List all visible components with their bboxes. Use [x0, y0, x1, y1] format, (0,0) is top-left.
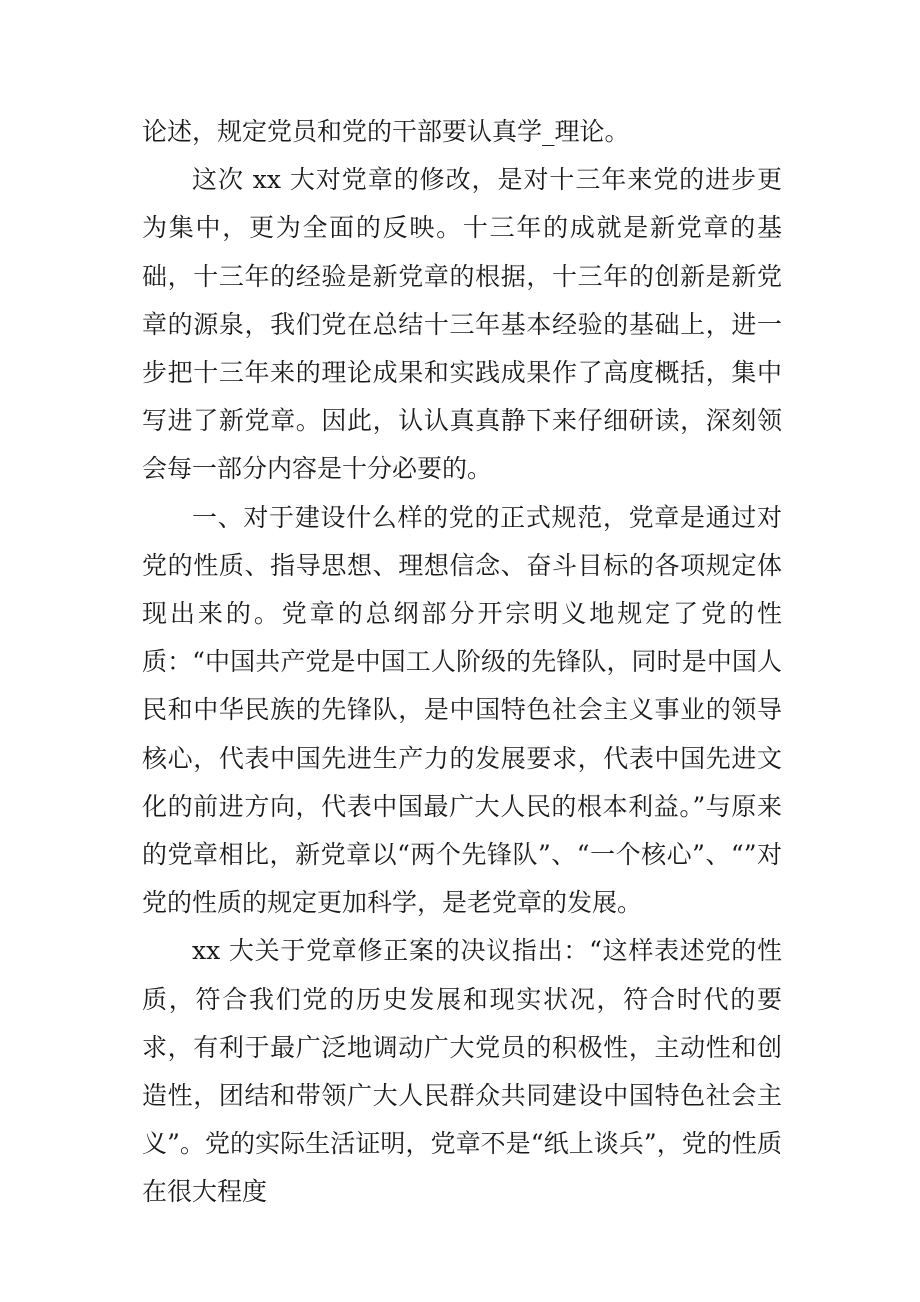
text-line: 一、对于建设什么样的党的正式规范，党章是通过对党: [142, 502, 782, 580]
text-line: 和带领广大人民群众共同建设中国特色社会主义”。党的实: [142, 1081, 782, 1159]
paragraph: [142, 927, 782, 1216]
text-line: 三年的经验是新党章的根据，十三年的创新是新党章的源泉，: [142, 261, 782, 339]
text-line: 共产党是中国工人阶级的先锋队，同时是中国人民和中华民: [142, 647, 782, 725]
text-line: 际生活证明，党章不是“纸上谈兵”，党的性质在很大程度: [142, 1129, 782, 1207]
text-line: 国先进生产力的发展要求，代表中国先进文化的前进方向，: [142, 743, 782, 821]
text-line: 因此，认认真真静下来仔细研读，深刻领会每一部分内容是: [142, 406, 782, 484]
text-line: 党章以“两个先锋队”、“一个核心”、“”对党的性质的规定: [142, 840, 782, 918]
text-line: xx 大关于党章修正案的决议指出：“这样表述党的性质，: [142, 936, 782, 1014]
text-line: 我们党在总结十三年基本经验的基础上，进一步把十三年来: [142, 309, 782, 388]
text-line: 代表中国最广大人民的根本利益。”与原来的党章相比，新: [142, 791, 782, 870]
paragraph: [142, 156, 782, 493]
text-line: 这次 xx 大对党章的修改，是对十三年来党的进步更为: [142, 165, 782, 243]
text-line: 论述，规定党员和党的干部要认真学_理论。: [142, 117, 630, 146]
text-line: 符合我们党的历史发展和现实状况，符合时代的要求，有利: [142, 984, 782, 1062]
text-line: 族的先锋队，是中国特色社会主义事业的领导核心，代表中: [142, 695, 782, 773]
paragraph: [142, 108, 782, 156]
text-line: 来的。党章的总纲部分开宗明义地规定了党的性质：“中国: [142, 599, 782, 677]
document-body: [142, 108, 782, 1217]
text-line: 十分必要的。: [342, 454, 493, 484]
text-line: 的性质、指导思想、理想信念、奋斗目标的各项规定体现出: [142, 550, 782, 629]
text-line: 更加科学，是老党章的发展。: [317, 888, 643, 918]
text-line: 集中，更为全面的反映。十三年的成就是新党章的基础，十: [142, 213, 782, 291]
paragraph: [142, 494, 782, 928]
text-line: 的理论成果和实践成果作了高度概括，集中写进了新党章。: [142, 358, 782, 436]
text-line: 于最广泛地调动广大党员的积极性，主动性和创造性，团结: [142, 1032, 782, 1111]
